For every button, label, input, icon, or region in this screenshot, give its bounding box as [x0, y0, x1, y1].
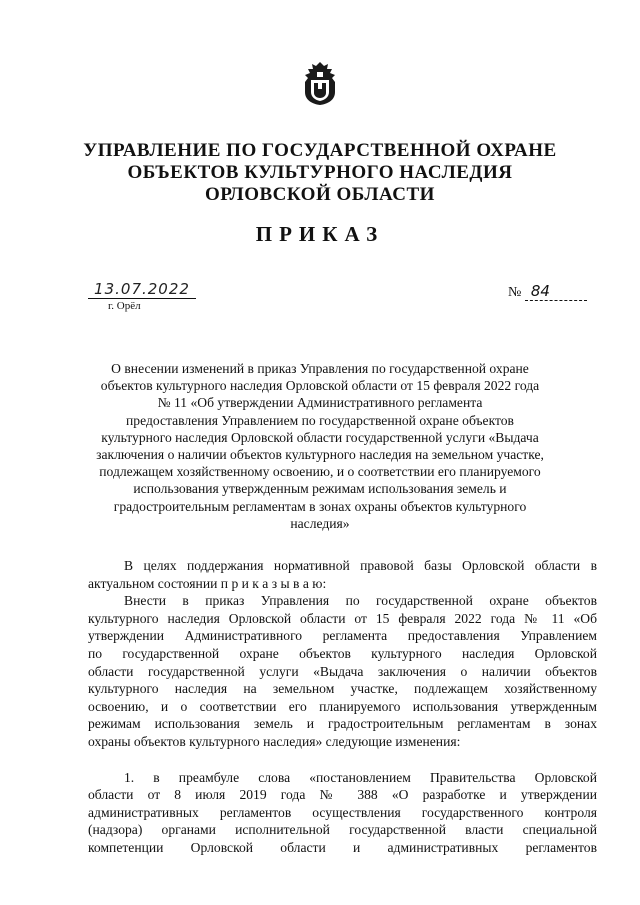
order-title: [80, 360, 560, 532]
body-line: освоению, и о соответствии его планируемого использования утвержденным: [88, 698, 597, 714]
title-line: градостроительным регламентам в зонах охраны объектов культурного: [113, 498, 527, 514]
body-line: охраны объектов культурного наследия» следующие изменения:: [88, 733, 461, 749]
city-label: г. Орёл: [108, 300, 141, 312]
paragraph-gap: [88, 751, 597, 769]
body-line: утверждении Административного регламента предоставления Управлением: [88, 628, 597, 644]
paragraph-amend: [88, 592, 597, 750]
body-line: актуальном состоянии п р и к а з ы в а ю:: [88, 575, 327, 591]
handwritten-date: 13.07.2022: [88, 280, 196, 299]
org-line: ОБЪЕКТОВ КУЛЬТУРНОГО НАСЛЕДИЯ: [127, 162, 513, 183]
title-line: заключения о наличии объектов культурного наследия на земельном участке,: [96, 447, 544, 463]
title-line: подлежащем хозяйственному освоению, и о соответствии его планируемого: [99, 464, 541, 480]
org-line: ОРЛОВСКОЙ ОБЛАСТИ: [205, 184, 435, 205]
body-line: культурного наследия Орловской области от 15 февраля 2022 года № 11 «Об: [88, 610, 597, 626]
body-line: Внести в приказ Управления по государственной охране объектов: [124, 593, 597, 609]
paragraph-item-1: [88, 769, 597, 857]
body-line: режимам использования земель и градостроительным регламентам в зонах: [88, 716, 597, 732]
order-body: [88, 557, 597, 857]
body-line: административных регламентов осуществления государственного контроля: [88, 804, 597, 820]
org-line: УПРАВЛЕНИЕ ПО ГОСУДАРСТВЕННОЙ ОХРАНЕ: [83, 140, 557, 161]
body-line: (надзора) органами исполнительной государственной власти специальной: [88, 822, 597, 838]
body-line: культурного наследия на земельном участке, подлежащем хозяйственному: [88, 681, 597, 697]
organization-name: [60, 140, 580, 206]
body-line: области государственной услуги «Выдача заключения о наличии объектов: [88, 663, 597, 679]
title-line: № 11 «Об утверждении Административного регламента: [157, 395, 483, 411]
date-block: [88, 280, 198, 312]
document-type-heading: ПРИКАЗ: [255, 222, 385, 246]
body-line: по государственной охране объектов культурного наследия Орловской: [88, 645, 597, 661]
body-line: области от 8 июля 2019 года № 388 «О разработке и утверждении: [88, 787, 597, 803]
order-number: [508, 282, 593, 301]
number-sign: №: [508, 285, 522, 300]
title-line: О внесении изменений в приказ Управления по государственной охране: [111, 361, 529, 376]
body-line: компетенции Орловской области и административных регламентов: [88, 839, 597, 855]
title-line: культурного наследия Орловской области государственной услуги «Выдача: [101, 429, 539, 445]
body-line: 1. в преамбуле слова «постановлением Правительства Орловской: [124, 769, 597, 785]
coat-of-arms-emblem: [301, 60, 339, 106]
title-line: объектов культурного наследия Орловской области от 15 февраля 2022 года: [100, 378, 540, 394]
title-line: предоставления Управлением по государственной охране объектов: [126, 412, 514, 428]
title-line: наследия»: [290, 515, 350, 531]
title-line: использования утвержденным режимам использования земель и: [133, 481, 507, 497]
paragraph-preamble: [88, 557, 597, 592]
body-line: В целях поддержания нормативной правовой базы Орловской области в: [124, 558, 597, 573]
handwritten-number: 84: [525, 282, 587, 301]
